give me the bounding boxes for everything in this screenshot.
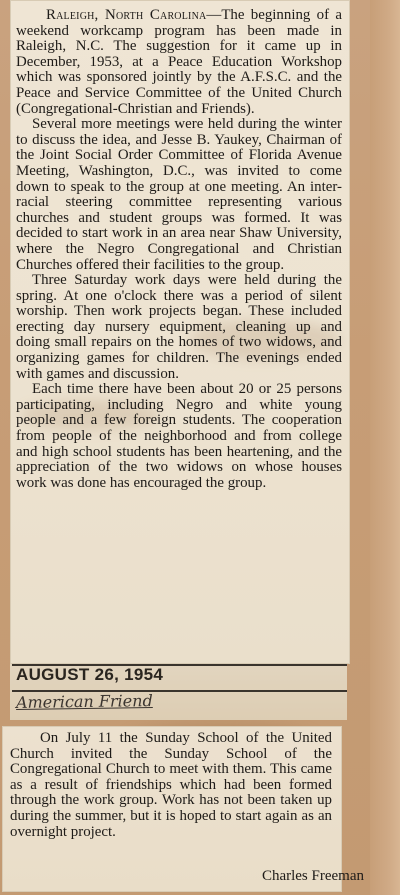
article-paragraph bbox=[16, 8, 342, 117]
handwritten-note: American Friend bbox=[15, 691, 153, 712]
page-edge bbox=[370, 0, 400, 895]
article-body bbox=[10, 731, 332, 840]
article-paragraph: Several more meetings were held during the winter to discuss the idea, and Jesse B. Yaukey, Chairman of the Joint Social Order Committee of Florida Avenue Meeting, Washington, D.C., was invited to come down to speak to the group at one meeting. An inter-racial steering committee representing various churches and student groups was formed. It was decided to start work in an area near Shaw University, where the Negro Congregational and Christian Churches offered their facilities to the group. bbox=[16, 116, 342, 273]
issue-date: AUGUST 26, 1954 bbox=[16, 665, 164, 684]
article-paragraph: Each time there have been about 20 or 25 persons participating, including Negro and white young people and a few foreign students. The cooperation from people of the neighborhood and from college and high school students has been heartening, and the appreciation of the two widows on whose houses work was done has encouraged the group. bbox=[16, 381, 342, 491]
article-paragraph: Three Saturday work days were held during the spring. At one o'clock there was a period of silent worship. Then work projects began. These included erecting day nursery equipment, cleaning up and doing small repairs on the homes of two widows, and organizing games for children. The evenings ended with games and discussion. bbox=[16, 272, 342, 382]
article-body bbox=[16, 8, 342, 491]
byline: Charles Freeman bbox=[261, 868, 364, 884]
paragraph-text: —The beginning of a weekend workcamp program has been made in Raleigh, N.C. The suggestion for it came up in December, 1953, at a Peace Education Workshop which was sponsored jointly by the A.F.S.C. and the Peace and Service Committee of the United Church (Congregational-Christian and Friends). bbox=[16, 7, 342, 117]
article-paragraph: On July 11 the Sunday School of the United Church invited the Sunday School of the Congregational Church to meet with them. This came as a result of friendships which had been formed through the work group. Work has not been taken up during the summer, but it is hoped to start again as an overnight project. bbox=[10, 730, 332, 840]
dateline: Raleigh, North Carolina bbox=[46, 7, 207, 23]
divider-rule bbox=[12, 690, 347, 692]
